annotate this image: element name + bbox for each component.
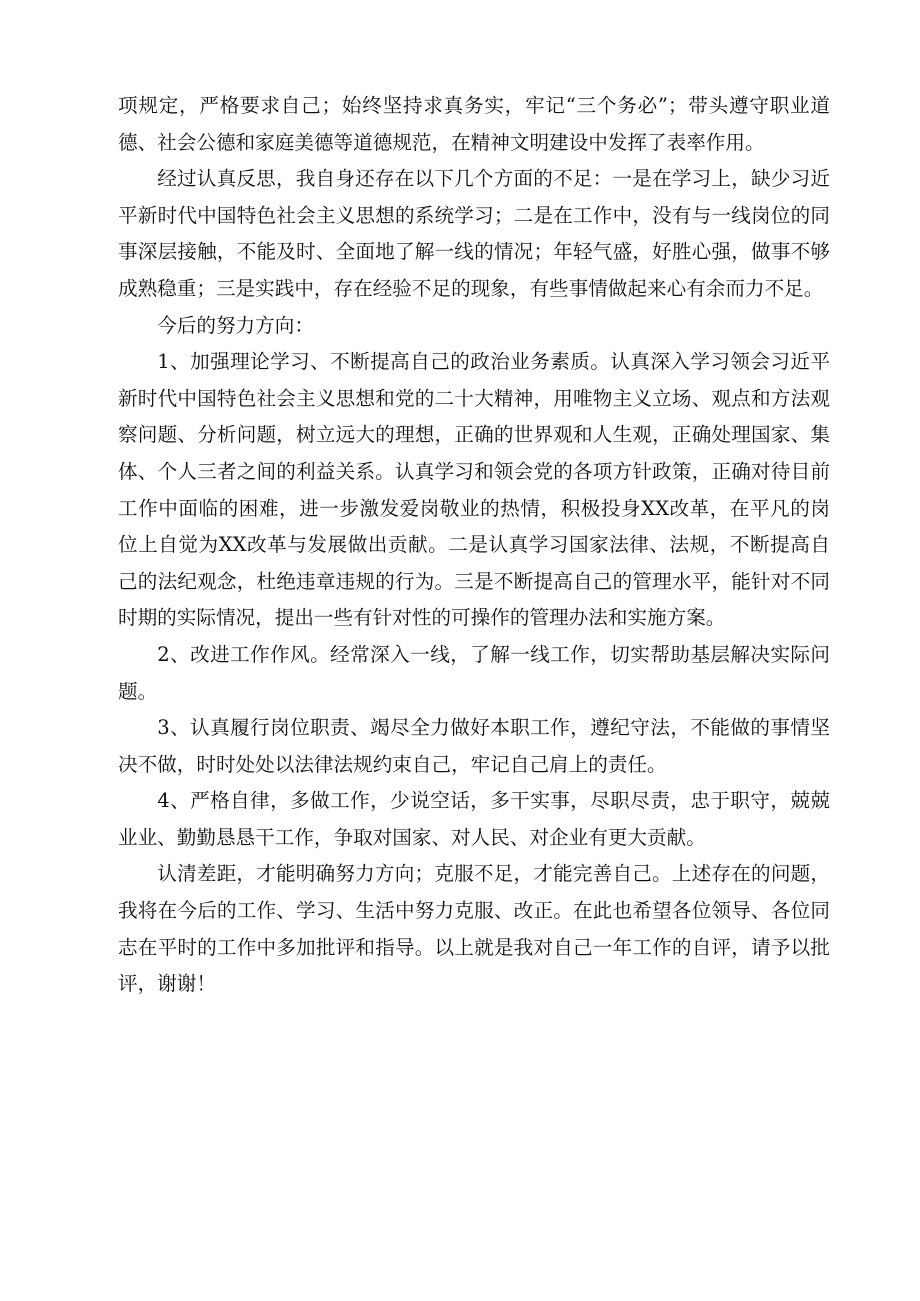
paragraph-future-heading: 今后的努力方向： (157, 313, 314, 337)
paragraph-item-4-self-discipline: 4、严格自律，多做工作，少说空话，多干实事，尽职尽责，忠于职守，兢兢业业、勤勤恳恳干工作，争取对国家、对人民、对企业有更大贡献。 (118, 789, 830, 849)
paragraph-item-3-duties: 3、认真履行岗位职责、竭尽全力做好本职工作，遵纪守法，不能做的事情坚决不做，时时处处以法律法规约束自己，牢记自己肩上的责任。 (118, 716, 830, 776)
document-body (118, 88, 830, 1003)
paragraph-item-1-study: 1、加强理论学习、不断提高自己的政治业务素质。认真深入学习领会习近平新时代中国特色社会主义思想和党的二十大精神，用唯物主义立场、观点和方法观察问题、分析问题，树立远大的理想，正确的世界观和人生观，正确处理国家、集体、个人三者之间的利益关系。认真学习和领会党的各项方针政策，正确对待目前工作中面临的困难，进一步激发爱岗敬业的热情，积极投身XX改革，在平凡的岗位上自觉为XX改革与发展做出贡献。二是认真学习国家法律、法规，不断提高自己的法纪观念，杜绝违章违规的行为。三是不断提高自己的管理水平，能针对不同时期的实际情况，提出一些有针对性的可操作的管理办法和实施方案。 (118, 350, 830, 630)
paragraph-shortcomings: 经过认真反思，我自身还存在以下几个方面的不足：一是在学习上，缺少习近平新时代中国特色社会主义思想的系统学习；二是在工作中，没有与一线岗位的同事深层接触，不能及时、全面地了解一线的情况；年轻气盛，好胜心强，做事不够成熟稳重；三是实践中，存在经验不足的现象，有些事情做起来心有余而力不足。 (118, 167, 830, 300)
paragraph-item-2-work-style: 2、改进工作作风。经常深入一线，了解一线工作，切实帮助基层解决实际问题。 (118, 642, 830, 703)
paragraph-conclusion: 认清差距，才能明确努力方向；克服不足，才能完善自己。上述存在的问题，我将在今后的工作、学习、生活中努力克服、改正。在此也希望各位领导、各位同志在平时的工作中多加批评和指导。以上就是我对自己一年工作的自评，请予以批评，谢谢！ (118, 862, 830, 996)
paragraph-conduct-summary: 项规定，严格要求自己；始终坚持求真务实，牢记“三个务必”；带头遵守职业道德、社会公德和家庭美德等道德规范，在精神文明建设中发挥了表率作用。 (118, 94, 830, 154)
